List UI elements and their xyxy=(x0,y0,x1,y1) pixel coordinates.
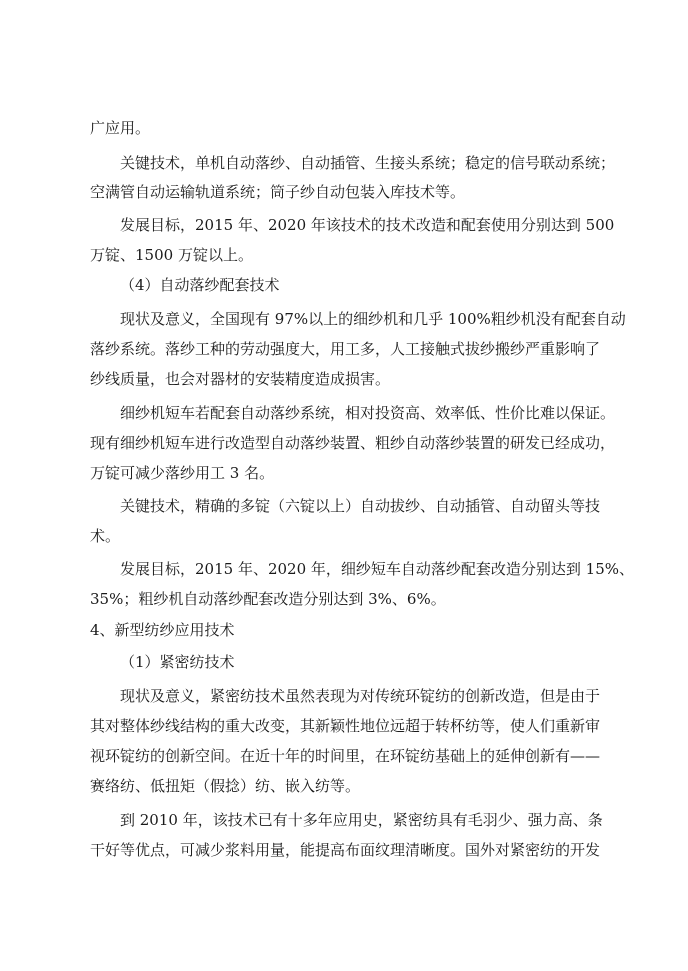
text-line: 发展目标，2015 年、2020 年该技术的技术改造和配套使用分别达到 500 xyxy=(120,216,615,234)
text-line: 广应用。 xyxy=(90,119,151,137)
text-line: 现有细纱机短车进行改造型自动落纱装置、粗纱自动落纱装置的研发已经成功， xyxy=(90,434,616,452)
text-line: 其对整体纱线结构的重大改变，其新颖性地位远超于转杯纺等，使人们重新审 xyxy=(90,717,601,735)
text-line: 现状及意义，全国现有 97%以上的细纱机和几乎 100%粗纱机没有配套自动 xyxy=(120,310,626,328)
text-line: 发展目标，2015 年、2020 年，细纱短车自动落纱配套改造分别达到 15%、 xyxy=(120,560,634,578)
text-line: 赛络纺、低扭矩（假捻）纺、嵌入纺等。 xyxy=(90,777,361,795)
text-line: 视环锭纺的创新空间。在近十年的时间里，在环锭纺基础上的延伸创新有—— xyxy=(90,747,601,765)
section-heading: 4、新型纺纱应用技术 xyxy=(90,621,235,639)
text-line: 现状及意义，紧密纺技术虽然表现为对传统环锭纺的创新改造，但是由于 xyxy=(120,687,601,705)
text-line: 关键技术，单机自动落纱、自动插管、生接头系统；稳定的信号联动系统； xyxy=(120,154,616,172)
section-heading: （4）自动落纱配套技术 xyxy=(120,276,280,294)
text-line: 到 2010 年，该技术已有十多年应用史，紧密纺具有毛羽少、强力高、条 xyxy=(120,811,603,829)
text-line: 空满管自动运输轨道系统；筒子纱自动包装入库技术等。 xyxy=(90,183,466,201)
text-line: 术。 xyxy=(90,527,121,545)
text-line: 落纱系统。落纱工种的劳动强度大，用工多，人工接触式拔纱搬纱严重影响了 xyxy=(90,340,601,358)
text-line: 纱线质量，也会对器材的安装精度造成损害。 xyxy=(90,370,391,388)
text-line: 干好等优点，可减少浆料用量，能提高布面纹理清晰度。国外对紧密纺的开发 xyxy=(90,841,601,859)
text-line: 细纱机短车若配套自动落纱系统，相对投资高、效率低、性价比难以保证。 xyxy=(120,404,616,422)
text-line: 关键技术，精确的多锭（六锭以上）自动拔纱、自动插管、自动留头等技 xyxy=(120,497,601,515)
section-heading: （1）紧密纺技术 xyxy=(120,653,235,671)
text-line: 万锭可减少落纱用工 3 名。 xyxy=(90,464,275,482)
text-line: 35%；粗纱机自动落纱配套改造分别达到 3%、6%。 xyxy=(90,590,446,608)
text-line: 万锭、1500 万锭以上。 xyxy=(90,246,253,264)
